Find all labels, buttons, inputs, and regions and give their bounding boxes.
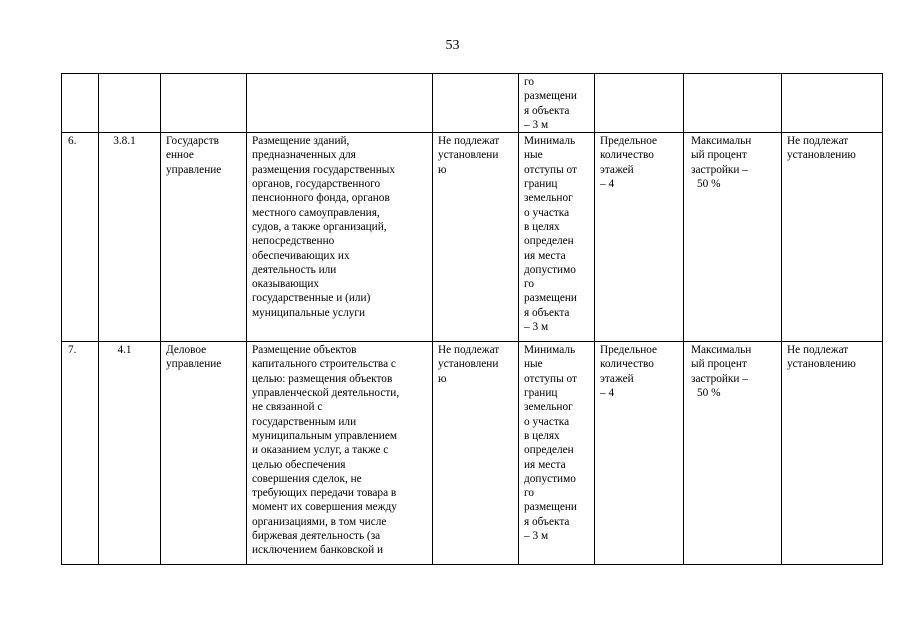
cell-name [161,133,247,342]
cell-line: 50 % [697,387,721,400]
cell-line: – 3 м [524,321,549,334]
cell-description [247,133,433,342]
cell-other [782,342,883,565]
cell-line: биржевая деятельность (за [252,530,381,543]
cell-other [782,74,883,133]
cell-line: – 3 м [524,118,549,131]
cell-coverage [684,74,782,133]
cell-setback [519,74,595,133]
cell-line: ные [524,358,543,371]
cell-line: размещени [524,292,577,305]
cell-line: размещени [524,90,577,103]
cell-line: в целях [524,429,560,442]
cell-line: управление [166,358,222,371]
cell-line: момент их совершения между [252,501,397,514]
cell-line: Не подлежат [438,344,500,357]
cell-line: го [524,76,535,88]
cell-line: Максимальн [691,135,752,148]
cell-line: в целях [524,220,560,233]
cell-description [247,74,433,133]
cell-line: ый процент [691,149,747,162]
cell-code: 3.8.1 [99,133,161,342]
cell-line: местного самоуправления, [252,206,380,219]
cell-line: Не подлежат [438,135,500,148]
cell-line: государственным или [252,415,357,428]
cell-line: исключением банковской и [252,544,384,557]
cell-line: застройки – [691,163,748,176]
cell-area [433,133,519,342]
cell-line: определен [524,444,574,457]
cell-line: я объекта [524,306,570,319]
cell-number [62,74,99,133]
cell-line: деятельность или [252,263,337,276]
cell-line: установлени [438,149,499,162]
cell-line: Предельное [600,135,658,148]
cell-line: Максимальн [691,344,752,357]
cell-coverage [684,133,782,342]
cell-line: границ [524,387,558,400]
cell-line: отступы от [524,372,577,385]
page-number: 53 [445,38,460,53]
cell-line: ый процент [691,358,747,371]
cell-line: 50 % [697,178,721,191]
cell-line: судов, а также организаций, [252,220,387,233]
table-row [62,133,883,342]
regulations-table [61,73,883,565]
cell-number: 6. [62,133,99,342]
cell-line: определен [524,235,574,248]
cell-line: и оказанием услуг, а также с [252,444,389,457]
cell-other [782,133,883,342]
cell-description [247,342,433,565]
cell-line: установлению [787,149,856,162]
cell-line: ные [524,149,543,162]
cell-line: Размещение зданий, [252,135,350,148]
cell-line: отступы от [524,163,577,176]
cell-line: целью обеспечения [252,458,346,471]
cell-line: Минималь [524,344,576,357]
cell-line: муниципальным управлением [252,429,397,442]
table-row-continuation [62,74,883,133]
cell-setback [519,342,595,565]
cell-line: оказывающих [252,278,320,291]
cell-floors [595,74,684,133]
cell-line: количество [600,149,654,162]
cell-line: предназначенных для [252,149,356,162]
cell-floors [595,342,684,565]
cell-coverage [684,342,782,565]
cell-line: не связанной с [252,401,323,414]
cell-line: пенсионного фонда, органов [252,192,390,205]
cell-line: государственные и (или) [252,292,371,305]
cell-line: – 3 м [524,530,549,543]
cell-line: муниципальные услуги [252,306,366,319]
cell-line: управление [166,163,222,176]
cell-line: допустимо [524,263,576,276]
cell-line: ия места [524,249,566,262]
cell-code: 4.1 [99,342,161,565]
cell-number: 7. [62,342,99,565]
cell-setback [519,133,595,342]
cell-line: требующих передачи товара в [252,487,397,500]
cell-line: обеспечивающих их [252,249,350,262]
cell-line: Государств [166,135,219,148]
cell-line: размещени [524,501,577,514]
cell-line: Не подлежат [787,135,849,148]
cell-name [161,74,247,133]
cell-line: земельног [524,192,573,205]
cell-line: го [524,278,535,291]
cell-line: я объекта [524,515,570,528]
cell-area [433,74,519,133]
cell-line: допустимо [524,472,576,485]
cell-line: ю [438,372,447,385]
cell-line: о участка [524,206,570,219]
cell-line: непосредственно [252,235,335,248]
cell-line: управленческой деятельности, [252,387,400,400]
cell-name [161,342,247,565]
cell-line: границ [524,178,558,191]
cell-line: я объекта [524,104,570,117]
cell-line: Размещение объектов [252,344,357,357]
cell-line: го [524,487,535,500]
cell-line: этажей [600,163,634,176]
cell-line: Предельное [600,344,658,357]
cell-line: о участка [524,415,570,428]
cell-floors [595,133,684,342]
cell-line: Деловое [166,344,207,357]
cell-line: земельног [524,401,573,414]
cell-line: капитального строительства с [252,358,396,371]
cell-line: ия места [524,458,566,471]
cell-line: количество [600,358,654,371]
cell-line: этажей [600,372,634,385]
cell-line: органов, государственного [252,178,381,191]
cell-line: Не подлежат [787,344,849,357]
cell-line: целью: размещения объектов [252,372,393,385]
cell-line: енное [166,149,194,162]
cell-line: ю [438,163,447,176]
cell-line: – 4 [600,178,615,191]
cell-line: совершения сделок, не [252,472,362,485]
table-row [62,342,883,565]
cell-line: Минималь [524,135,576,148]
cell-area [433,342,519,565]
cell-line: застройки – [691,372,748,385]
cell-code [99,74,161,133]
cell-line: организациями, в том числе [252,515,387,528]
cell-line: установлени [438,358,499,371]
cell-line: размещения государственных [252,163,396,176]
cell-line: – 4 [600,387,615,400]
cell-line: установлению [787,358,856,371]
